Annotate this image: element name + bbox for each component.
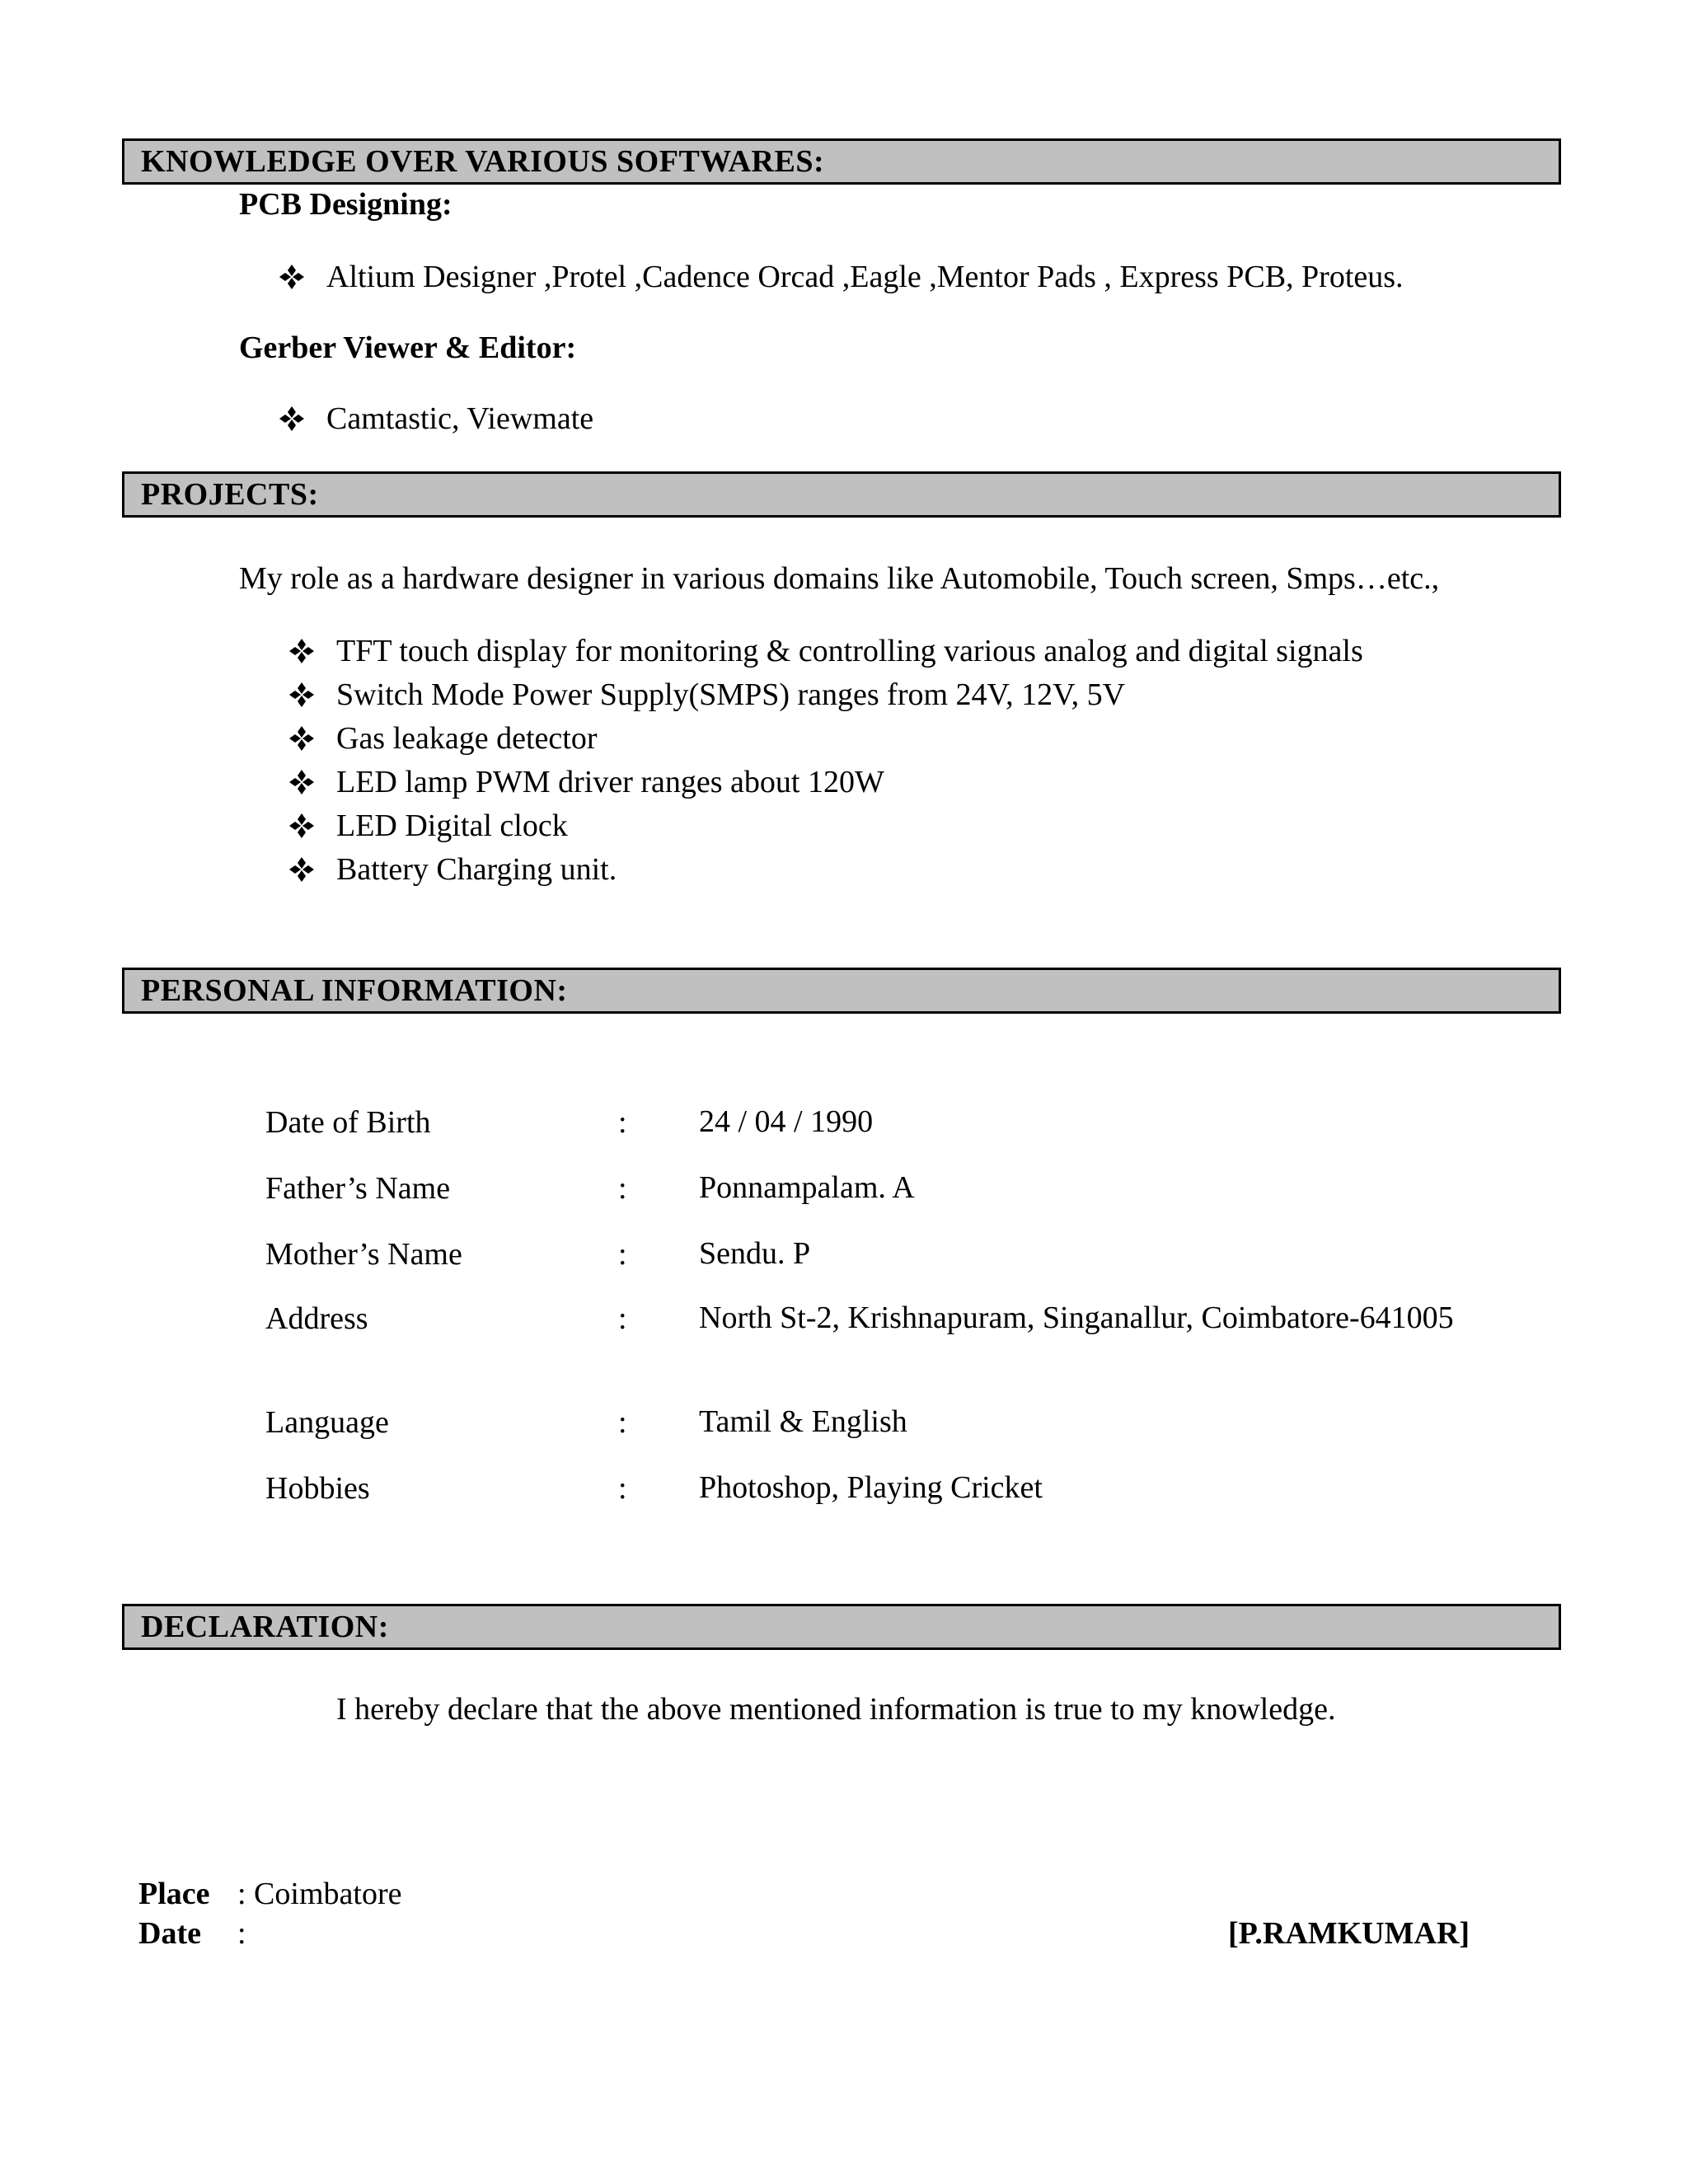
diamond-bullet-icon: [288, 725, 315, 752]
place-label: Place: [138, 1877, 210, 1911]
projects-section-title: PROJECTS:: [141, 477, 319, 512]
info-separator: :: [618, 1471, 627, 1506]
declaration-section-title: DECLARATION:: [141, 1610, 389, 1644]
project-item: [288, 808, 568, 844]
pcb-designing-heading: PCB Designing:: [239, 187, 452, 222]
diamond-bullet-icon: [288, 769, 315, 795]
info-label: Language: [265, 1405, 389, 1440]
diamond-bullet-icon: [288, 813, 315, 839]
info-label: Address: [265, 1301, 368, 1336]
info-separator: :: [618, 1301, 627, 1336]
project-item: [288, 677, 1125, 713]
software-section-title: KNOWLEDGE OVER VARIOUS SOFTWARES:: [141, 144, 825, 179]
info-value: Photoshop, Playing Cricket: [699, 1470, 1043, 1505]
project-item-text: Gas leakage detector: [336, 721, 598, 756]
project-item-text: LED Digital clock: [336, 808, 568, 843]
place-value: : Coimbatore: [237, 1877, 402, 1911]
info-value: 24 / 04 / 1990: [699, 1104, 874, 1139]
projects-section-header: [122, 471, 1561, 518]
pcb-tools-item: [279, 259, 1404, 295]
personal-section-title: PERSONAL INFORMATION:: [141, 973, 568, 1008]
declaration-text: I hereby declare that the above mentioned information is true to my knowledge.: [336, 1692, 1336, 1727]
project-item-text: Battery Charging unit.: [336, 852, 617, 887]
info-label: Date of Birth: [265, 1105, 431, 1140]
info-separator: :: [618, 1105, 627, 1140]
project-item-text: Switch Mode Power Supply(SMPS) ranges from 24V, 12V, 5V: [336, 677, 1126, 712]
date-label: Date: [138, 1916, 201, 1951]
pcb-tools-text: Altium Designer ,Protel ,Cadence Orcad ,Eagle ,Mentor Pads , Express PCB, Proteus.: [326, 260, 1404, 294]
info-label: Hobbies: [265, 1471, 370, 1506]
projects-intro: My role as a hardware designer in various domains like Automobile, Touch screen, Smps…etc.,: [239, 561, 1440, 596]
info-value: Sendu. P: [699, 1236, 811, 1271]
declaration-section-header: [122, 1604, 1561, 1650]
info-value: Tamil & English: [699, 1404, 907, 1439]
gerber-tools-item: [279, 401, 593, 437]
info-separator: :: [618, 1237, 627, 1272]
project-item: [288, 764, 884, 800]
info-label: Mother’s Name: [265, 1237, 462, 1272]
project-item: [288, 851, 617, 888]
project-item-text: LED lamp PWM driver ranges about 120W: [336, 765, 884, 799]
gerber-tools-text: Camtastic, Viewmate: [326, 401, 594, 436]
info-value: Ponnampalam. A: [699, 1170, 915, 1205]
info-separator: :: [618, 1405, 627, 1440]
diamond-bullet-icon: [279, 405, 305, 432]
info-label: Father’s Name: [265, 1171, 451, 1206]
date-value: :: [237, 1916, 246, 1951]
info-value: North St-2, Krishnapuram, Singanallur, Coimbatore-641005: [699, 1301, 1454, 1335]
info-separator: :: [618, 1171, 627, 1206]
project-item: [288, 720, 598, 757]
gerber-heading: Gerber Viewer & Editor:: [239, 330, 577, 365]
personal-section-header: [122, 968, 1561, 1014]
software-section-header: [122, 138, 1561, 185]
diamond-bullet-icon: [288, 682, 315, 708]
diamond-bullet-icon: [279, 264, 305, 290]
project-item: [288, 633, 1363, 669]
project-item-text: TFT touch display for monitoring & controlling various analog and digital signals: [336, 634, 1363, 668]
signature-name: [P.RAMKUMAR]: [1228, 1916, 1470, 1951]
diamond-bullet-icon: [288, 638, 315, 664]
diamond-bullet-icon: [288, 856, 315, 883]
